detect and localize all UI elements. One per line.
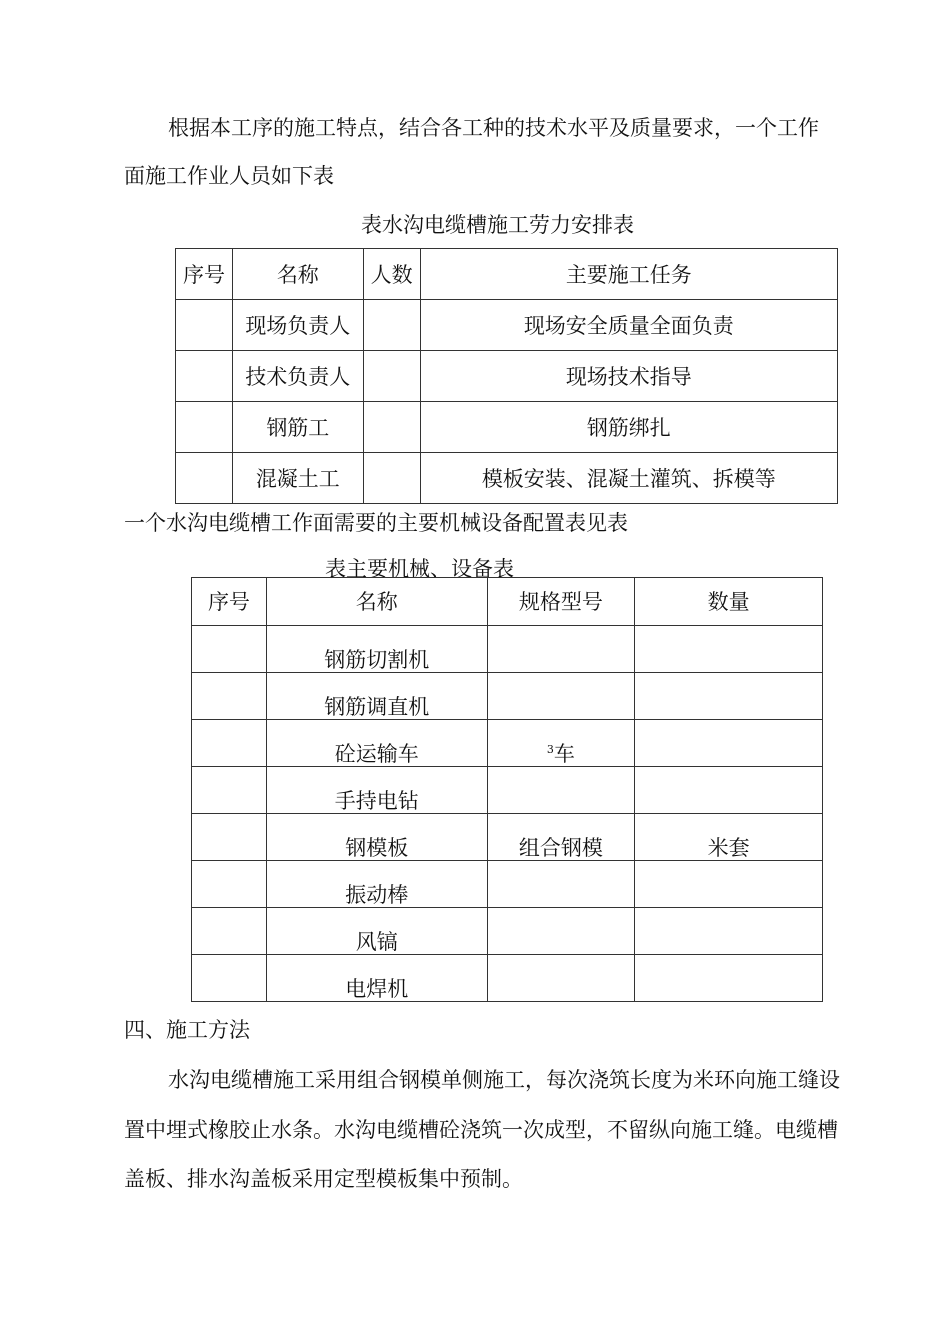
cell-no xyxy=(176,351,233,402)
table-header-row xyxy=(176,249,838,300)
cell-task: 现场技术指导 xyxy=(420,351,837,402)
cell-spec xyxy=(487,908,635,955)
intro-line-2: 面施工作业人员如下表 xyxy=(124,164,334,188)
cell-no xyxy=(192,861,267,908)
table-row xyxy=(176,351,838,402)
table2-title: 表主要机械、设备表 xyxy=(325,557,514,581)
cell-name: 钢筋切割机 xyxy=(266,626,487,673)
header-cell: 数量 xyxy=(635,578,823,626)
cell-name: 钢筋调直机 xyxy=(266,673,487,720)
header-cell: 主要施工任务 xyxy=(420,249,837,300)
cell-name: 电焊机 xyxy=(266,955,487,1002)
table-header-row xyxy=(192,578,823,626)
header-cell: 名称 xyxy=(232,249,363,300)
table-row xyxy=(192,673,823,720)
table-row xyxy=(192,908,823,955)
cell-no xyxy=(192,626,267,673)
cell-name: 钢筋工 xyxy=(232,402,363,453)
cell-spec xyxy=(487,861,635,908)
table-row xyxy=(192,767,823,814)
equipment-intro: 一个水沟电缆槽工作面需要的主要机械设备配置表见表 xyxy=(124,511,628,535)
table-row xyxy=(192,720,823,767)
cell-name: 混凝土工 xyxy=(232,453,363,504)
cell-name: 振动棒 xyxy=(266,861,487,908)
header-cell: 名称 xyxy=(266,578,487,626)
cell-name: 技术负责人 xyxy=(232,351,363,402)
cell-no xyxy=(192,955,267,1002)
cell-count xyxy=(363,351,420,402)
cell-no xyxy=(192,767,267,814)
cell-qty xyxy=(635,720,823,767)
cell-qty xyxy=(635,767,823,814)
cell-task: 模板安装、混凝土灌筑、拆模等 xyxy=(420,453,837,504)
cell-no xyxy=(176,300,233,351)
cell-name: 砼运输车 xyxy=(266,720,487,767)
cell-spec xyxy=(487,626,635,673)
section-heading: 四、施工方法 xyxy=(124,1018,250,1042)
table-row xyxy=(176,402,838,453)
cell-name: 风镐 xyxy=(266,908,487,955)
header-cell: 序号 xyxy=(192,578,267,626)
table-row xyxy=(192,955,823,1002)
spec-text: 组合钢模 xyxy=(518,836,603,860)
cell-count xyxy=(363,300,420,351)
header-cell: 规格型号 xyxy=(487,578,635,626)
table-row xyxy=(176,300,838,351)
cell-spec xyxy=(487,814,635,861)
equipment-table xyxy=(191,577,823,1002)
cell-qty xyxy=(635,908,823,955)
section-line-3: 盖板、排水沟盖板采用定型模板集中预制。 xyxy=(124,1167,523,1191)
cell-no xyxy=(192,814,267,861)
spec-text: 车 xyxy=(553,742,575,766)
cell-no xyxy=(192,673,267,720)
cell-qty xyxy=(635,626,823,673)
cell-name: 钢模板 xyxy=(266,814,487,861)
section-line-2: 置中埋式橡胶止水条。水沟电缆槽砼浇筑一次成型，不留纵向施工缝。电缆槽 xyxy=(124,1118,838,1142)
table-row xyxy=(176,453,838,504)
cell-no xyxy=(176,402,233,453)
intro-line-1: 根据本工序的施工特点，结合各工种的技术水平及质量要求，一个工作 xyxy=(168,116,819,140)
spec-superscript: 3 xyxy=(546,743,554,756)
cell-qty: 米套 xyxy=(635,814,823,861)
table-row xyxy=(192,814,823,861)
cell-task: 现场安全质量全面负责 xyxy=(420,300,837,351)
cell-spec xyxy=(487,720,635,767)
cell-qty xyxy=(635,955,823,1002)
header-cell: 人数 xyxy=(363,249,420,300)
cell-count xyxy=(363,402,420,453)
header-cell: 序号 xyxy=(176,249,233,300)
cell-qty xyxy=(635,861,823,908)
table-row xyxy=(192,861,823,908)
cell-spec xyxy=(487,955,635,1002)
labor-table xyxy=(175,248,838,504)
cell-name: 手持电钻 xyxy=(266,767,487,814)
cell-count xyxy=(363,453,420,504)
cell-spec xyxy=(487,767,635,814)
cell-name: 现场负责人 xyxy=(232,300,363,351)
section-line-1: 水沟电缆槽施工采用组合钢模单侧施工，每次浇筑长度为米环向施工缝设 xyxy=(168,1068,840,1092)
table1-title: 表水沟电缆槽施工劳力安排表 xyxy=(361,213,634,237)
table-row xyxy=(192,626,823,673)
cell-no xyxy=(192,908,267,955)
cell-no xyxy=(176,453,233,504)
cell-qty xyxy=(635,673,823,720)
cell-no xyxy=(192,720,267,767)
cell-task: 钢筋绑扎 xyxy=(420,402,837,453)
cell-spec xyxy=(487,673,635,720)
